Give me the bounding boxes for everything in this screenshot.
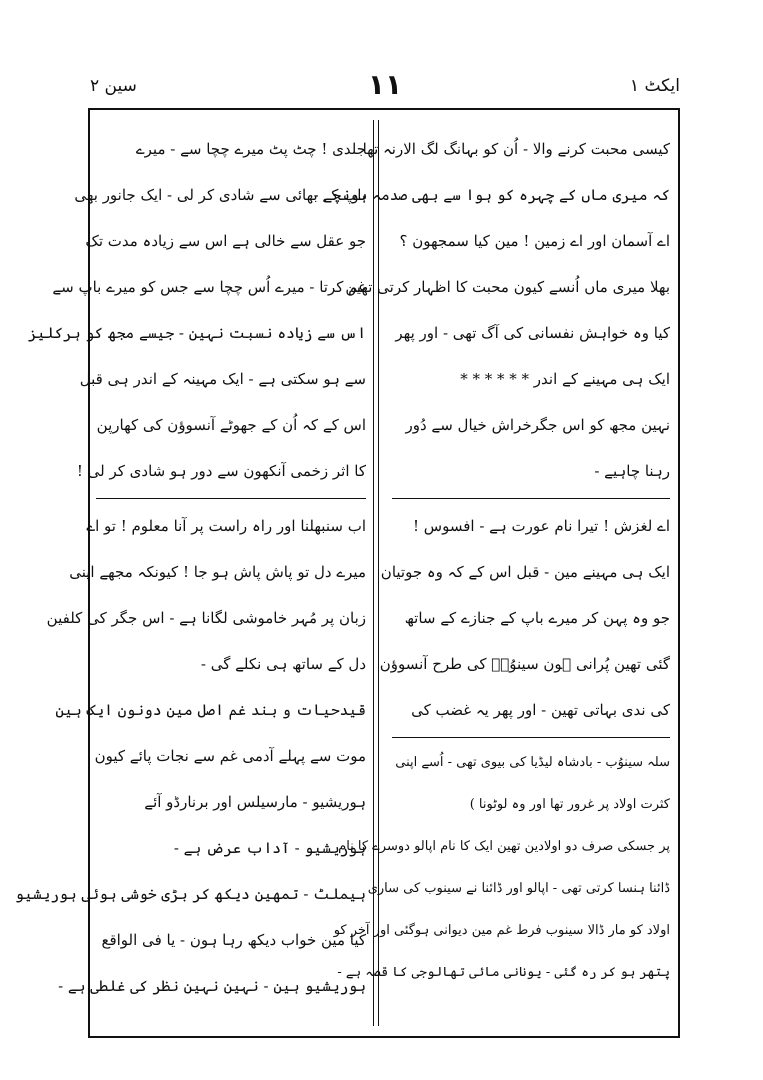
text-line: ایک ہی مہینے مین - قبل اس کے کہ وہ جوتیان <box>380 563 670 581</box>
text-line: ایک ہی مہینے کے اندر * * * * * * <box>460 370 670 388</box>
footnote-line: کثرت اولاد پر غرور تھا اور وہ لوٹونا ) <box>469 797 670 812</box>
text-line: کا اثر زخمی آنکھون سے دور ہو شادی کر لی ! <box>76 462 366 480</box>
text-line: اب سنبھلنا اور راہ راست پر آنا معلوم ! تو اے <box>86 517 366 535</box>
page-number: ١١ <box>367 68 403 101</box>
footnote-separator <box>392 737 670 738</box>
footnote-line: ڈائنا ہنسا کرتی تھی - اپالو اور ڈائنا نے سینوب کی ساری <box>367 881 670 896</box>
text-line: ہوریشیو - آداب عرض ہے - <box>173 839 366 857</box>
text-line: قیدحیات و بند غم اصل مین دونون ایک ہین <box>55 701 366 719</box>
frame-right-rule <box>678 110 680 1036</box>
text-line: بھلا میری ماں اُنسے کیون محبت کا اظہار کرتی تھین <box>345 278 670 296</box>
scene-label: سین ٢ <box>90 76 137 96</box>
text-line: دل کے ساتھ ہی نکلے گی - <box>200 655 366 673</box>
text-line: میرے دل تو پاش پاش ہو جا ! کیونکہ مجھے اپنی <box>69 563 366 581</box>
text-line: غم کرتا - میرے اُس چچا سے جس کو میرے باپ سے <box>52 278 366 296</box>
footnote-line: سلہ سینوُب - بادشاہ لیڈیا کی بیوی تھی - اُسے اپنی <box>395 755 670 770</box>
separator <box>392 498 670 499</box>
text-line: ہیملٹ - تمھین دیکھ کر بڑی خوشی ہوئی ہوریشیو <box>15 885 366 903</box>
text-line: ہوریشیو - مارسیلس اور برنارڈو آئے <box>144 793 366 811</box>
text-line: اے آسمان اور اے زمین ! مین کیا سمجھون ؟ <box>399 232 670 250</box>
text-line: کی ندی بہاتی تھین - اور پھر یہ غضب کی <box>411 701 670 719</box>
text-line: کیا وہ خواہش نفسانی کی آگ تھی - اور پھر <box>395 324 670 342</box>
left-column <box>15 126 366 1009</box>
text-line: رہنا چاہیے - <box>594 462 670 480</box>
text-line: کیسی محبت کرنے والا - اُن کو بہانگ لگ الارنہ تھا <box>362 140 670 158</box>
text-line: اس کے کہ اُن کے جھوٹے آنسوؤن کی کھارپن <box>96 416 366 434</box>
right-column <box>313 126 670 994</box>
footnote-line: پتھر ہو کر رہ گئی - یونانی مائی تھالوجی کا قصہ ہے - <box>337 965 670 980</box>
text-line: جو وہ پہن کر میرے باپ کے جنازے کے ساتھ <box>404 609 670 627</box>
text-line: موت سے پہلے آدمی غم سے نجات پائے کیون <box>94 747 366 765</box>
footnote-line: پر جسکی صرف دو اولادین تھین ایک کا نام اپالو دوسرے کا نام <box>338 839 670 854</box>
text-line: جلدی ! چٹ پٹ میرے چچا سے - میرے <box>135 140 366 158</box>
text-frame <box>15 108 680 1038</box>
act-label: ایکٹ ١ <box>629 76 680 96</box>
text-line: اے لغزش ! تیرا نام عورت ہے - افسوس ! <box>413 517 670 535</box>
text-line: گئی تھین پُرانی ہون سینوُبؔ کی طرح آنسوؤن <box>379 655 670 673</box>
separator <box>96 498 366 499</box>
text-line: نہین مجھ کو اس جگرخراش خیال سے دُور <box>405 416 670 434</box>
text-line: کہ میری ماں کے چہرہ کو ہوا سے بھی صدمہ ہونچے - <box>313 186 670 204</box>
text-line: اس سے زیادہ نسبت نہین - جیسے مجھ کو ہرکلیز <box>27 324 366 342</box>
footnote-line: اولاد کو مار ڈالا سینوب فرط غم مین دیوانی ہوگئی اور آخر کو <box>333 923 670 938</box>
text-line: سے ہو سکتی ہے - ایک مہینہ کے اندر ہی قبل <box>79 370 366 388</box>
page-header <box>90 68 680 108</box>
text-line: جو عقل سے خالی ہے اس سے زیادہ مدت تک <box>85 232 366 250</box>
text-line: ہوریشیو ہین - نہین نہین نظر کی غلطی ہے - <box>58 977 366 995</box>
text-line: زبان پر مُہر خاموشی لگانا ہے - اس جگر کی کلفین <box>46 609 366 627</box>
text-line: کیا مین خواب دیکھ رہا ہون - یا فی الواقع <box>101 931 366 949</box>
text-line: باپ کے بھائی سے شادی کر لی - ایک جانور بھی <box>74 186 366 204</box>
